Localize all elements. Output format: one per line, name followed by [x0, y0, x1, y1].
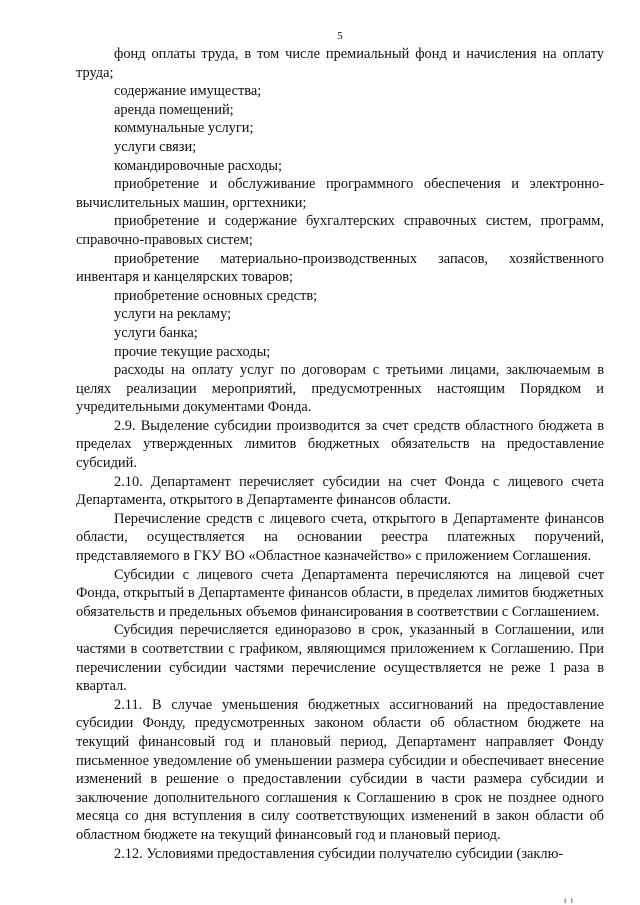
paragraph-once: Субсидия перечисляется единоразово в срок, указанный в Соглашении, или частями в соответствии с графиком, являющимся приложением к Соглашению. При перечислении субсидии частями перечисление осуществляется не реже 1 раза в квартал. [76, 622, 604, 695]
paragraph-2-9: 2.9. Выделение субсидии производится за счет средств областного бюджета в пределах утвержденных лимитов бюджетных обязательств на предоставление субсидий. [76, 417, 604, 472]
list-item: аренда помещений; [114, 101, 234, 118]
document-page [76, 30, 604, 863]
list-item: услуги банка; [114, 324, 198, 341]
list-item: прочие текущие расходы; [114, 343, 271, 360]
scan-mark: ı ı [564, 896, 574, 905]
paragraph-2-10: 2.10. Департамент перечисляет субсидии на счет Фонда с лицевого счета Департамента, открытого в Департаменте финансов области. [76, 473, 604, 509]
list-item: услуги связи; [114, 138, 197, 155]
list-item: приобретение основных средств; [114, 287, 318, 304]
list-item: коммунальные услуги; [114, 120, 254, 137]
page-number: 5 [337, 30, 343, 42]
paragraph-2-12: 2.12. Условиями предоставления субсидии получателю субсидии (заклю- [114, 845, 564, 862]
list-item: приобретение материально-производственных запасов, хозяйственного инвентаря и канцелярских товаров; [76, 250, 604, 286]
list-item-third-party: расходы на оплату услуг по договорам с третьими лицами, заключаемым в целях реализации мероприятий, предусмотренных настоящим Порядком и учредительными документами Фонда. [76, 362, 604, 416]
paragraph-transfer: Перечисление средств с лицевого счета, открытого в Департаменте финансов области, осуществляется на основании реестра платежных поручений, представляемого в ГКУ ВО «Областное казначейство» с приложением Соглашения. [76, 510, 604, 565]
list-item: услуги на рекламу; [114, 306, 232, 323]
list-lead: фонд оплаты труда, в том числе премиальный фонд и начисления на оплату труда; [76, 46, 604, 81]
list-item: приобретение и содержание бухгалтерских справочных систем, программ, справочно-правовых систем; [76, 213, 604, 248]
paragraph-subsidies-account: Субсидии с лицевого счета Департамента перечисляются на лицевой счет Фонда, открытый в Департаменте финансов области, в пределах лимитов бюджетных обязательств и предельных объемов финансирования в соответствии с Соглашением. [76, 566, 604, 620]
list-item: командировочные расходы; [114, 157, 282, 174]
list-item: содержание имущества; [114, 83, 262, 100]
list-item: приобретение и обслуживание программного обеспечения и электронно-вычислительных машин, оргтехники; [76, 176, 604, 211]
paragraph-2-11: 2.11. В случае уменьшения бюджетных ассигнований на предоставление субсидии Фонду, предусмотренных законом области об областном бюджете на текущий финансовый год и плановый период, Департамент направляет Фонду письменное уведомление об уменьшении размера субсидии и обеспечивает внесение изменений в решение о предоставлении субсидии в части размера субсидии и заключение дополнительного соглашения к Соглашению в срок не позднее одного месяца со дня вступления в силу соответствующих изменений в закон области об областном бюджете на текущий финансовый год и плановый период. [76, 696, 604, 843]
